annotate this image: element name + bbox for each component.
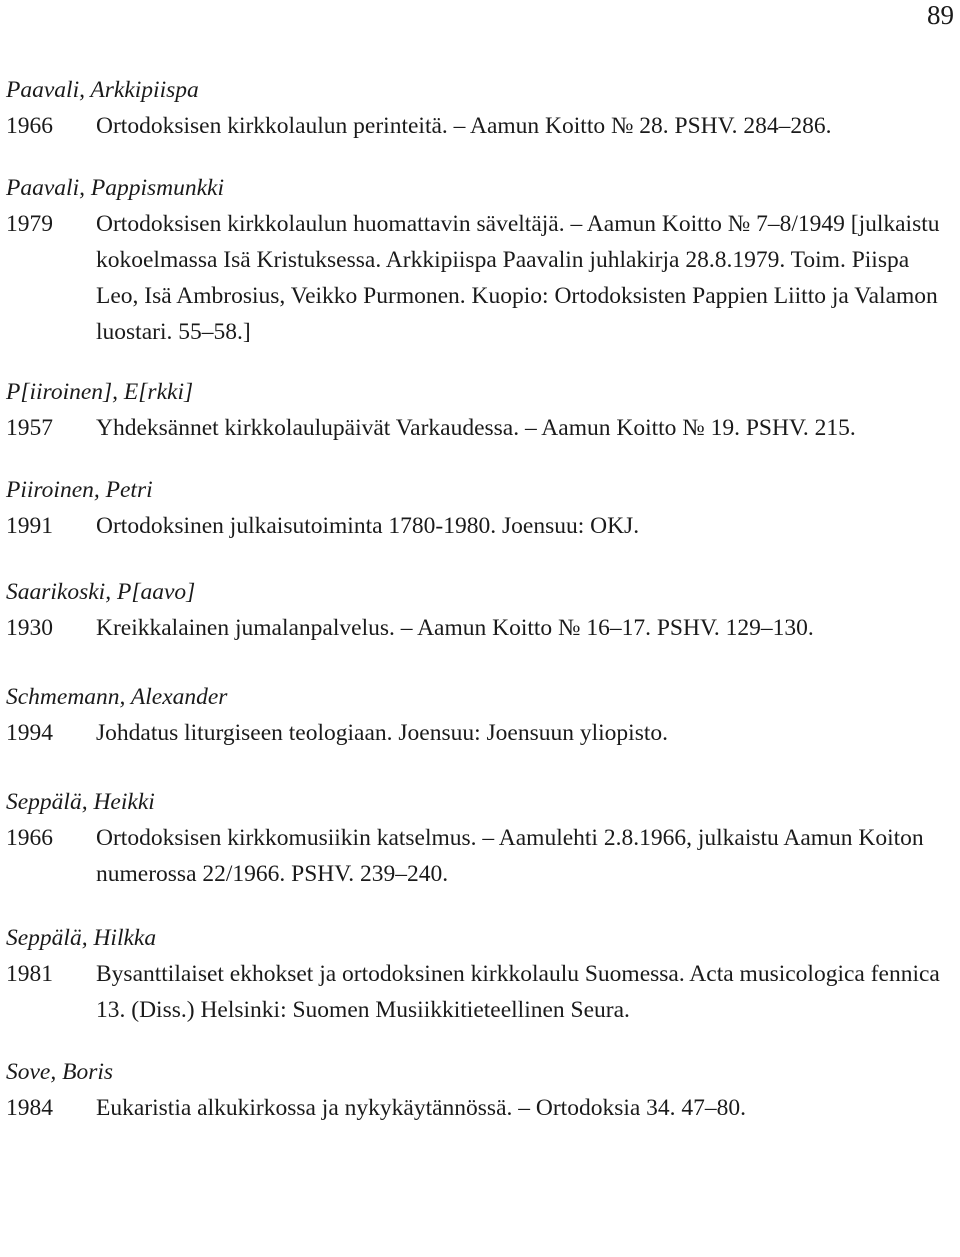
page-number: 89 — [927, 0, 954, 30]
entry-publication — [6, 610, 956, 646]
entry-author: Sove, Boris — [6, 1059, 114, 1085]
entry-year: 1957 — [6, 415, 53, 441]
entry-author: Seppälä, Heikki — [6, 789, 155, 815]
entry-text: Ortodoksisen kirkkomusiikin katselmus. – Aamulehti 2.8.1966, julkaistu Aamun Koiton numerossa 22/1966. PSHV. 239–240. — [96, 825, 924, 887]
entry-author: Piiroinen, Petri — [6, 477, 153, 503]
bibliography-list — [6, 72, 956, 1148]
entry-publication — [6, 1090, 956, 1126]
entry-year: 1994 — [6, 720, 53, 746]
entry-publication — [6, 508, 956, 544]
entry-text: Kreikkalainen jumalanpalvelus. – Aamun Koitto № 16–17. PSHV. 129–130. — [96, 615, 814, 641]
entry-publication — [6, 715, 956, 751]
bibliography-entry — [6, 472, 956, 544]
bibliography-entry — [6, 574, 956, 646]
entry-publication — [6, 956, 956, 1028]
bibliography-entry — [6, 72, 956, 144]
entry-author: Saarikoski, P[aavo] — [6, 579, 196, 605]
entry-author: Paavali, Pappismunkki — [6, 175, 224, 201]
entry-text: Ortodoksinen julkaisutoiminta 1780-1980. Joensuu: OKJ. — [96, 513, 640, 539]
entry-year: 1981 — [6, 961, 53, 987]
entry-publication — [6, 820, 956, 892]
bibliography-entry — [6, 784, 956, 892]
entry-year: 1930 — [6, 615, 53, 641]
entry-text: Ortodoksisen kirkkolaulun perinteitä. – Aamun Koitto № 28. PSHV. 284–286. — [96, 113, 832, 139]
bibliography-entry — [6, 920, 956, 1028]
entry-author: Paavali, Arkkipiispa — [6, 77, 199, 103]
entry-text: Bysanttilaiset ekhokset ja ortodoksinen kirkkolaulu Suomessa. Acta musicologica fennica 13. (Diss.) Helsinki: Suomen Musiikkitieteellinen Seura. — [96, 961, 940, 1023]
bibliography-entry — [6, 679, 956, 751]
bibliography-entry — [6, 170, 956, 350]
entry-year: 1984 — [6, 1095, 53, 1121]
entry-publication — [6, 410, 956, 446]
entry-year: 1991 — [6, 513, 53, 539]
entry-text: Ortodoksisen kirkkolaulun huomattavin säveltäjä. – Aamun Koitto № 7–8/1949 [julkaistu kokoelmassa Isä Kristuksessa. Arkkipiispa Paavalin juhlakirja 28.8.1979. Toim. Piispa Leo, Isä Ambrosius, Veikko Purmonen. Kuopio: Ortodoksisten Pappien Liitto ja Valamon luostari. 55–58.] — [96, 211, 940, 345]
entry-year: 1966 — [6, 825, 53, 851]
bibliography-entry — [6, 1054, 956, 1126]
entry-text: Johdatus liturgiseen teologiaan. Joensuu: Joensuun yliopisto. — [96, 720, 669, 746]
bibliography-entry — [6, 374, 956, 446]
entry-publication — [6, 108, 956, 144]
entry-year: 1979 — [6, 211, 53, 237]
entry-text: Yhdeksännet kirkkolaulupäivät Varkaudessa. – Aamun Koitto № 19. PSHV. 215. — [96, 415, 856, 441]
entry-publication — [6, 206, 956, 350]
entry-author: Seppälä, Hilkka — [6, 925, 157, 951]
entry-text: Eukaristia alkukirkossa ja nykykäytännössä. – Ortodoksia 34. 47–80. — [96, 1095, 747, 1121]
entry-author: Schmemann, Alexander — [6, 684, 228, 710]
entry-year: 1966 — [6, 113, 53, 139]
entry-author: P[iiroinen], E[rkki] — [6, 379, 194, 405]
